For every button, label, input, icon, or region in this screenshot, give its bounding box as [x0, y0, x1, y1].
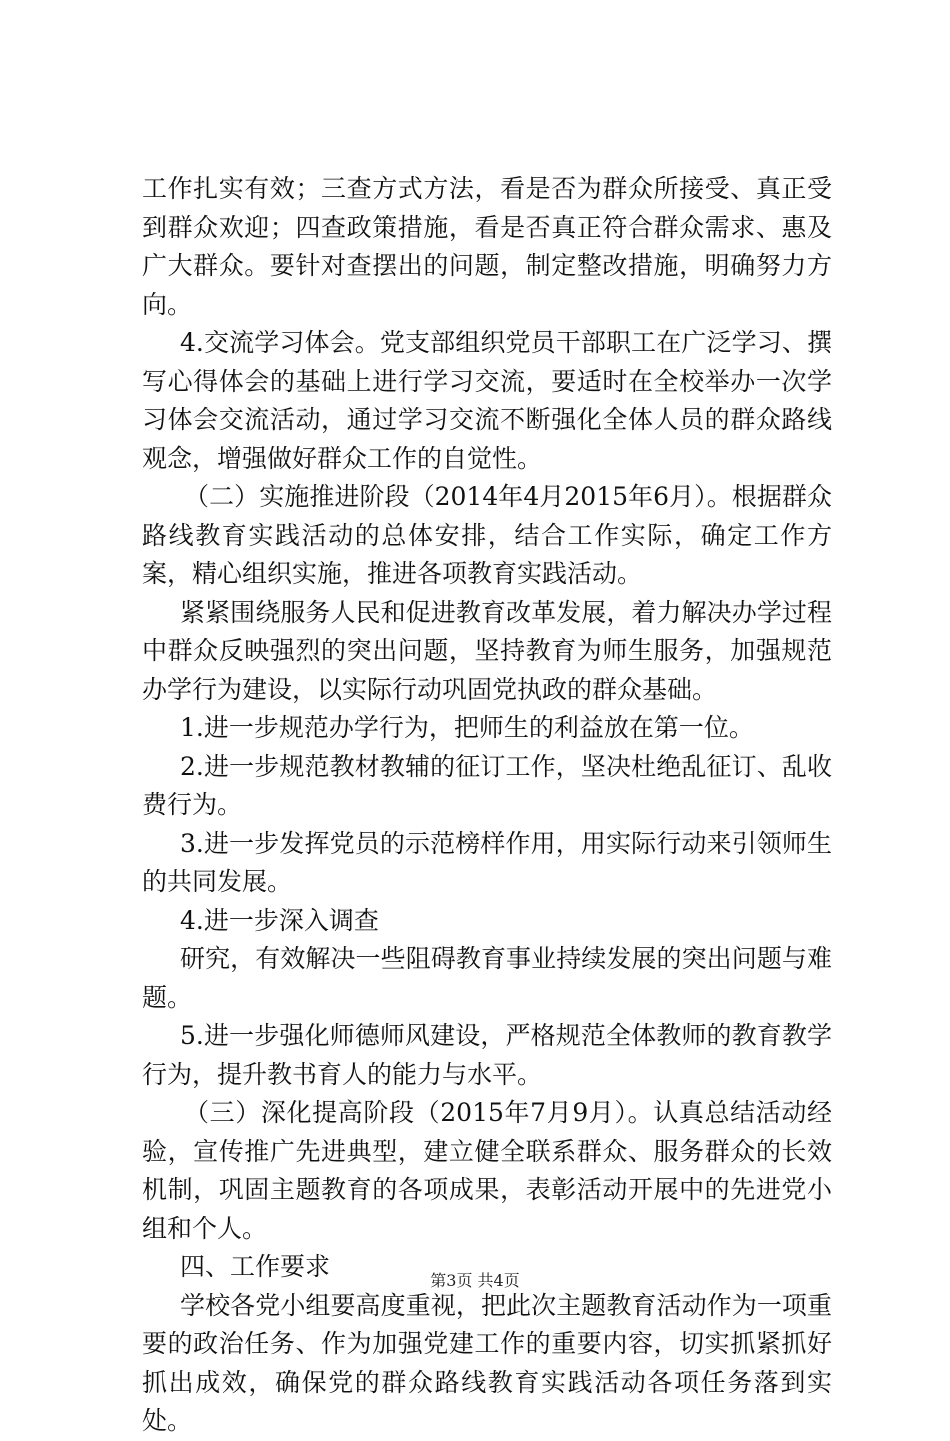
paragraph-item-2: 2.进一步规范教材教辅的征订工作，坚决杜绝乱征订、乱收费行为。	[142, 751, 832, 819]
paragraph-item-3: 3.进一步发挥党员的示范榜样作用，用实际行动来引领师生的共同发展。	[142, 828, 832, 896]
paragraph-implementation-stage: （二）实施推进阶段（2014年4月2015年6月）。根据群众路线教育实践活动的总体安排，结合工作实际，确定工作方案，精心组织实施，推进各项教育实践活动。	[142, 482, 832, 588]
paragraph-item-1: 1.进一步规范办学行为，把师生的利益放在第一位。	[180, 713, 754, 742]
paragraph-focus-service: 紧紧围绕服务人民和促进教育改革发展，着力解决办学过程中群众反映强烈的突出问题，坚持教育为师生服务，加强规范办学行为建设，以实际行动巩固党执政的群众基础。	[142, 597, 832, 704]
section-heading-work-requirements: 四、工作要求	[180, 1252, 331, 1281]
document-body	[142, 170, 832, 1441]
page-footer: 第3页 共4页	[430, 1271, 520, 1290]
paragraph-deepening-stage: （三）深化提高阶段（2015年7月9月）。认真总结活动经验，宣传推广先进典型，建立健全联系群众、服务群众的长效机制，巩固主题教育的各项成果，表彰活动开展中的先进党小组和个人。	[142, 1098, 832, 1243]
paragraph-intro-continuation: 工作扎实有效；三查方式方法，看是否为群众所接受、真正受到群众欢迎；四查政策措施，看是否真正符合群众需求、惠及广大群众。要针对查摆出的问题，制定整改措施，明确努力方向。	[142, 174, 832, 319]
paragraph-item-4-continued: 研究，有效解决一些阻碍教育事业持续发展的突出问题与难题。	[142, 944, 832, 1012]
paragraph-requirements: 学校各党小组要高度重视，把此次主题教育活动作为一项重要的政治任务、作为加强党建工作的重要内容，切实抓紧抓好抓出成效，确保党的群众路线教育实践活动各项任务落到实处。	[142, 1290, 832, 1435]
paragraph-exchange-learning: 4.交流学习体会。党支部组织党员干部职工在广泛学习、撰写心得体会的基础上进行学习交流，要适时在全校举办一次学习体会交流活动，通过学习交流不断强化全体人员的群众路线观念，增强做好群众工作的自觉性。	[142, 328, 832, 473]
paragraph-item-5: 5.进一步强化师德师风建设，严格规范全体教师的教育教学行为，提升教书育人的能力与水平。	[142, 1021, 832, 1089]
paragraph-item-4: 4.进一步深入调查	[180, 905, 379, 935]
